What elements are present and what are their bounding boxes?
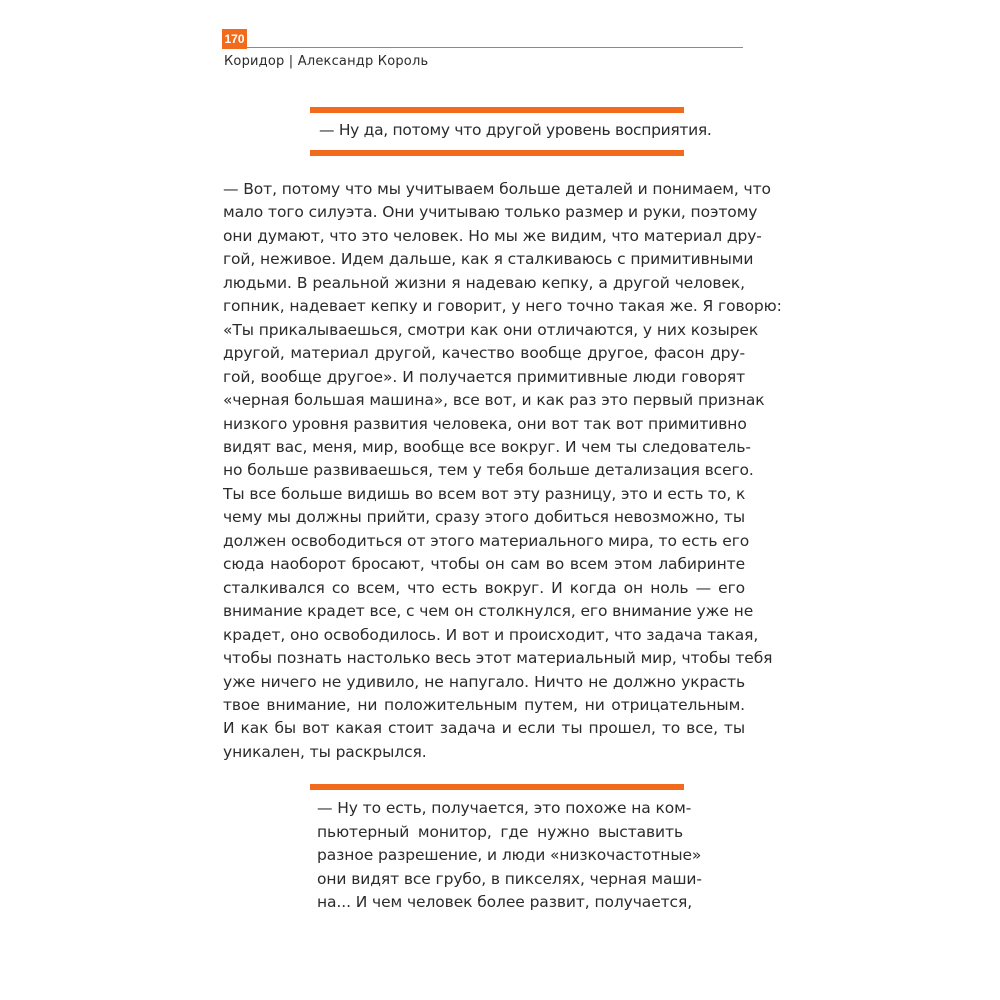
text-line: внимание крадет все, с чем он столкнулся, его внимание уже не [223,602,754,621]
text-line: гой, вообще другое». И получается примитивные люди говорят [223,367,745,386]
running-header: Коридор | Александр Король [224,54,429,69]
text-line: другой, материал другой, качество вообще другое, фасон дру- [223,344,745,363]
pull-quote: — Ну да, потому что другой уровень восприятия. [319,121,712,139]
text-line: уже ничего не удивило, не напугало. Ничто не должно украсть [223,672,745,691]
quote-bottom-bar [310,150,684,156]
text-line: но больше развиваешься, тем у тебя больше детализация всего. [223,461,754,480]
text-line: уникален, ты раскрылся. [223,742,427,761]
text-line: сюда наоборот бросают, чтобы он сам во всем этом лабиринте [223,555,745,574]
text-line: чему мы должны прийти, сразу этого добиться невозможно, ты [223,508,745,527]
section-top-bar [310,784,684,790]
text-line: крадет, оно освободилось. И вот и происходит, что задача такая, [223,625,759,644]
text-line: видят вас, меня, мир, вообще все вокруг. И чем ты следователь- [223,437,751,456]
text-line: Ты все больше видишь во всем вот эту разницу, это и есть то, к [223,484,746,503]
text-line: на... И чем человек более развит, получается, [317,893,693,911]
text-line: разное разрешение, и люди «низкочастотные» [317,846,702,864]
text-line: гопник, надевает кепку и говорит, у него точно такая же. Я говорю: [223,297,782,316]
text-line: пьютерный монитор, где нужно выставить [317,822,683,841]
text-line: они думают, что это человек. Но мы же видим, что материал дру- [223,226,762,245]
header-rule [247,47,743,48]
text-line: мало того силуэта. Они учитываю только размер и руки, поэтому [223,203,758,222]
text-line: — Вот, потому что мы учитываем больше деталей и понимаем, что [223,180,771,198]
main-paragraph [223,178,782,764]
bottom-paragraph [317,797,702,915]
text-line: сталкивался со всем, что есть вокруг. И когда он ноль — его [223,578,745,597]
quote-top-bar [310,107,684,113]
text-line: чтобы познать настолько весь этот материальный мир, чтобы тебя [223,649,773,668]
page-number: 170 [222,29,247,49]
text-line: «черная большая машина», все вот, и как раз это первый признак [223,391,765,410]
text-line: должен освободиться от этого материального мира, то есть его [223,531,750,550]
text-line: низкого уровня развития человека, они вот так вот примитивно [223,414,747,433]
text-line: твое внимание, ни положительным путем, ни отрицательным. [223,695,745,714]
text-line: они видят все грубо, в пикселях, черная маши- [317,869,702,888]
text-line: — Ну то есть, получается, это похоже на ком- [317,799,692,817]
text-line: И как бы вот какая стоит задача и если ты прошел, то все, ты [223,719,745,738]
text-line: «Ты прикалываешься, смотри как они отличаются, у них козырек [223,320,759,339]
text-line: людьми. В реальной жизни я надеваю кепку, а другой человек, [223,273,745,292]
text-line: гой, неживое. Идем дальше, как я сталкиваюсь с примитивными [223,250,754,269]
